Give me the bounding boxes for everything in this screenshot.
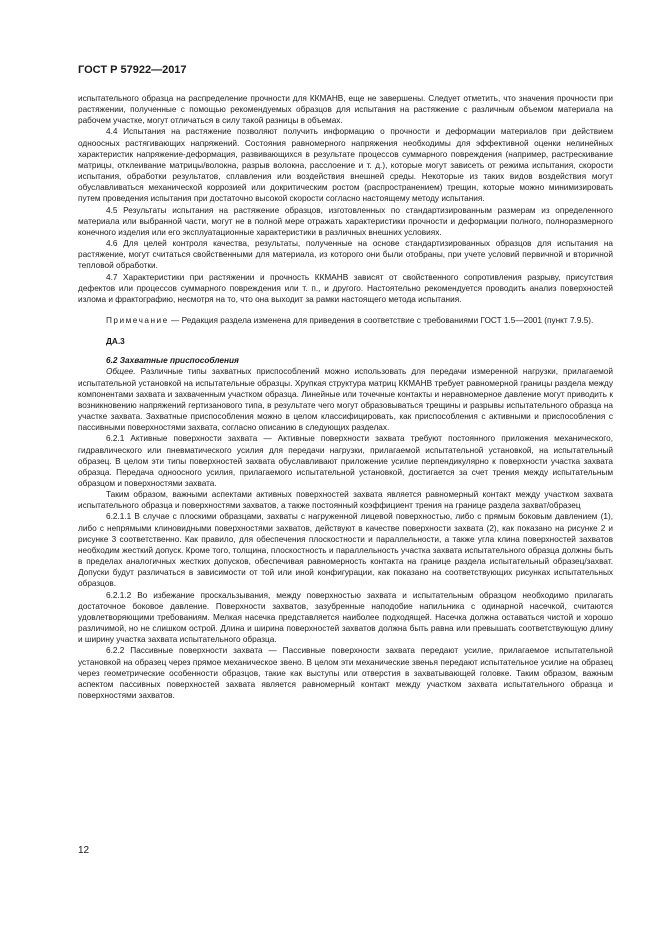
general-label: Общее. xyxy=(106,367,136,377)
general-text: Различные типы захватных приспособлений можно использовать для передачи измеренной нагрузки, прилагаемой испытательной установкой на испытательные образцы. Хрупкая структура матриц ККМАНВ требует равномерной границы раздела между компонентами захвата и захваченным участком образца. Линейные или точечные контакты и неравномерное давление могут приводить к возникновению напряжений гертизанового типа, в результате чего могут образовываться трещины и разрывы испытательного образца на участке захвата. Захватные приспособления можно в целом классифицировать, как приспособления с активными и приспособления с пассивными поверхностями захвата, согласно описанию в следующих разделах. xyxy=(78,367,613,433)
subsection-heading: 6.2 Захватные приспособления xyxy=(106,356,239,366)
page-number: 12 xyxy=(78,845,90,856)
paragraph-continuation: испытательного образца на распределение прочности для ККМАНВ, еще не завершены. Следует отметить, что значения прочности при растяжении, полученные с помощью рекомендуемых образцов для испытания на растяжение с различным объемом материала на рабочем участке, могут отличаться в силу такой разницы в объемах. xyxy=(78,94,613,126)
note xyxy=(78,315,613,326)
paragraph-4-7: 4.7 Характеристики при растяжении и прочность ККМАНВ зависят от свойственного сопротивления разрыву, присутствия дефектов или процессов суммарного повреждения или т. п., и другого. Настоятельно рекомендуется проводить анализ поверхностей излома и фрактографию, несмотря на то, что она выходит за рамки настоящего метода испытания. xyxy=(78,272,613,304)
note-label: Примечание xyxy=(106,315,169,325)
paragraph-6-2-1-2: 6.2.1.2 Во избежание проскальзывания, между поверхностью захвата и испытательным образцом необходимо прилагать достаточное боковое давление. Поверхности захватов, зазубренные наподобие напильника с одинарной насечкой, считаются удовлетворяющими требованиям. Мелкая насечка представляется наиболее подходящей. Насечка должна оставаться чистой и хорошо различимой, но не слишком острой. Длина и ширина поверхностей захватов должна быть равна или превышать соответствующую длину и ширину участка захвата испытательного образца. xyxy=(78,590,613,645)
note-text: — Редакция раздела изменена для приведения в соответствие с требованиями ГОСТ 1.5—2001 (пункт 7.9.5). xyxy=(168,315,594,325)
paragraph-6-2-1-1: 6.2.1.1 В случае с плоскими образцами, захваты с нагруженной лицевой поверхностью, либо с прямым боковым давлением (1), либо с непрямыми клиновидными поверхностями захватов, действуют в качестве поверхности захвата (2), как показано на рисунке 2 и рисунке 3 соответственно. Как правило, для обеспечения плоскостности и параллельности, а также угла клина поверхностей захватов необходим жесткий допуск. Кроме того, толщина, плоскостность и параллельность участка захвата испытательного образца должны быть в пределах аналогичных жестких допусков, обеспечивая равномерность контакта на границе раздела испытательный образец/захват. Допуски будут различаться в зависимости от той или иной конфигурации, как показано на соответствующих рисунках испытательных образцов. xyxy=(78,512,613,589)
paragraph-4-4: 4.4 Испытания на растяжение позволяют получить информацию о прочности и деформации материалов при действием одноосных растягивающих напряжений. Состояния равномерного напряжения необходимы для эффективной оценки нелинейных характеристик напряжение-деформация, развивающихся в результате процессов суммарного повреждения (например, растрескивание матрицы, отклеивание матрицы/волокна, разрыв волокна, расслоение и т. д.), которые могут зависеть от режима испытания, скорости испытания, обработки результатов, сплавления или воздействия внешней среды. Некоторые из таких видов воздействия могут обуславливаться механической коррозией или докритическим ростом (распространением) трещин, которые можно минимизировать путем проведения испытания при достаточно высокой скорости согласно настоящему методу испытания. xyxy=(78,127,613,204)
paragraph-4-5: 4.5 Результаты испытания на растяжение образцов, изготовленных по стандартизированным размерам из определенного материала или выбранной части, могут не в полной мере отражать характеристики прочности и деформации полного, полноразмерного конечного изделия или его эксплуатационные характеристики в различных внешних условиях. xyxy=(78,205,613,237)
document-header: ГОСТ Р 57922—2017 xyxy=(78,64,187,76)
section-heading: ДА.3 xyxy=(106,337,125,347)
paragraph-6-2-2: 6.2.2 Пассивные поверхности захвата — Пассивные поверхности захвата передают усилие, прилагаемое испытательной установкой на образец через прямое механическое звено. В целом эти механические звенья передают испытательное усилие на образец через геометрические особенности образцов, такие как выступы или отверстия в захватывающей головке. Таким образом, важным аспектом пассивных поверхностей захвата является равномерный контакт между участком захвата испытательного образца и поверхностями захватов. xyxy=(78,646,613,700)
paragraph-6-2-1: 6.2.1 Активные поверхности захвата — Активные поверхности захвата требуют постоянного приложения механического, гидравлического или пневматического усилия для передачи нагрузки, прилагаемой испытательной установкой, на испытательный образец. В целом эти типы поверхностей захвата обуславливают приложение усилие перпендикулярно к поверхности участка захвата образца. Передача одноосного усилия, прилагаемого испытательной установкой, достигается за счет трения между испытательным образцом и поверхностями захвата. xyxy=(78,434,613,488)
paragraph-4-6: 4.6 Для целей контроля качества, результаты, полученные на основе стандартизированных образцов для испытания на растяжение, могут считаться свойственными для материала, из которого они были отобраны, при учете условий первичной и вторичной тепловой обработки. xyxy=(78,239,613,271)
paragraph-6-2-1-cont: Таким образом, важными аспектами активных поверхностей захвата является равномерный контакт между участком захвата испытательного образца и поверхностями захватов, а также постоянный коэффициент трения на границе раздела захват/образец xyxy=(78,490,613,511)
paragraph-general xyxy=(78,366,613,433)
document-body xyxy=(78,93,613,701)
